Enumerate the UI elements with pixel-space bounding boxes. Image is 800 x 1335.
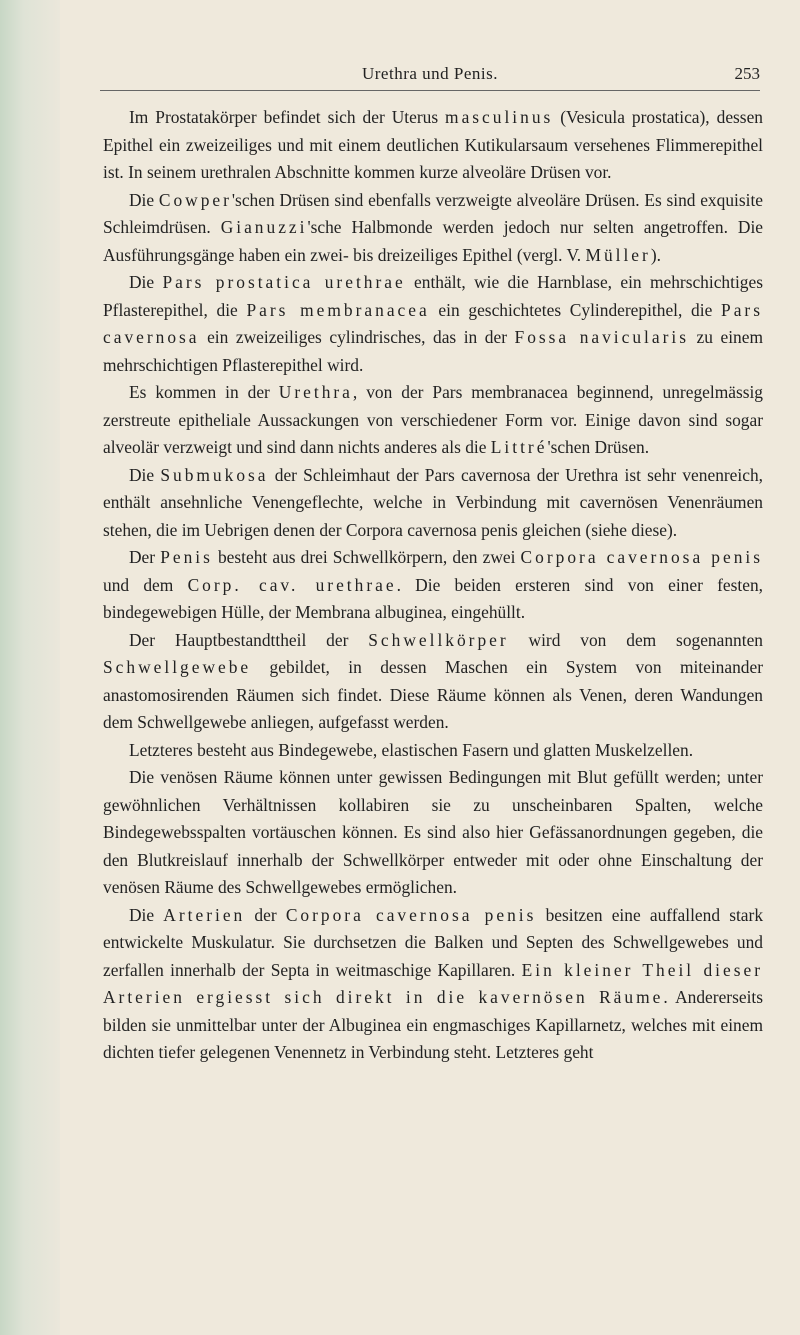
spaced-term: Cowper (158, 189, 232, 210)
spaced-term: Gianuzzi (220, 217, 308, 237)
spaced-term: Schwellkörper (368, 629, 509, 650)
spaced-term: Pars cavernosa (103, 299, 763, 347)
spaced-term: Pars prostatica urethrae (162, 272, 406, 292)
paragraph-bindegewebe: Letzteres besteht aus Bindegewebe, elastischen Fasern und glatten Muskelzellen. (129, 739, 694, 760)
spaced-term: Schwellgewebe (103, 657, 252, 677)
page-number: 253 (734, 64, 760, 83)
paragraph-penis: Der Penis besteht aus drei Schwellkörpern, den zwei Corpora cavernosa penis und dem Corp. cav. urethrae. Die beiden ersteren sind von einer festen, bindegewebigen Hülle, der Membrana albuginea, eingehüllt. (103, 547, 763, 622)
spaced-term: Urethra (278, 382, 353, 402)
paragraph-uterus-masculinus: Im Prostatakörper befindet sich der Uterus masculinus (Vesicula prostatica), dessen Epithel ein zweizeiliges und mit einem deutlichen Kutikularsaum versehenes Flimmerepithel ist. In seinem urethralen Abschnitte kommen kurze alveoläre Drüsen vor. (103, 107, 763, 182)
paragraph-submukosa: Die Submukosa der Schleimhaut der Pars cavernosa der Urethra ist sehr venenreich, enthält ansehnliche Venengeflechte, welche in Verbindung mit cavernösen Venenräumen stehen, die im Uebrigen denen der Corpora cavernosa penis gleichen (siehe diese). (103, 464, 763, 540)
spaced-term: Ein kleiner Theil dieser Arterien ergiesst sich direkt in die kavernösen Räume (103, 959, 763, 1007)
spaced-term: Corpora cavernosa penis (520, 547, 763, 567)
spaced-term: Submukosa (160, 464, 269, 485)
paragraph-cowper-glands: Die Cowper'schen Drüsen sind ebenfalls verzweigte alveoläre Drüsen. Es sind exquisite Schleimdrüsen. Gianuzzi'sche Halbmonde werden jedoch nur selten angetroffen. Die Ausführungsgänge haben ein zwei- bis dreizeiliges Epithel (vergl. V. Müller). (103, 189, 763, 265)
spaced-term: Arterien (163, 904, 246, 925)
page-header (100, 58, 760, 91)
spaced-term: Pars membranacea (246, 299, 430, 320)
spaced-term: masculinus (445, 107, 554, 127)
paragraph-pars-prostatica: Die Pars prostatica urethrae enthält, wie die Harnblase, ein mehrschichtiges Pflasterepithel, die Pars membranacea ein geschichtetes Cylinderepithel, die Pars cavernosa ein zweizeiliges cylindrisches, das in der Fossa navicularis zu einem mehrschichtigen Pflasterepithel wird. (103, 272, 763, 375)
paragraph-schwellkoerper: Der Hauptbestandttheil der Schwellkörper wird von dem sogenannten Schwellgewebe gebildet, in dessen Maschen ein System von miteinander anastomosirenden Räumen sich findet. Diese Räume können als Venen, deren Wandungen dem Schwellgewebe anliegen, aufgefasst werden. (103, 629, 763, 732)
spaced-term: Corp. cav. urethrae (187, 574, 397, 595)
spaced-term: Littré (490, 437, 548, 457)
paragraph-venoese-raeume: Die venösen Räume können unter gewissen Bedingungen mit Blut gefüllt werden; unter gewöhnlichen Verhältnissen kollabiren sie zu unscheinbaren Spalten, welche Bindegewebsspalten vortäuschen können. Es sind also hier Gefässanordnungen gegeben, die den Blutkreislauf innerhalb der Schwellkörper entweder mit oder ohne Einschaltung der venösen Räume des Schwellgewebes ermöglichen. (103, 767, 763, 897)
spaced-term: Fossa navicularis (514, 327, 689, 347)
running-title: Urethra und Penis. (361, 64, 498, 83)
spaced-term: Corpora cavernosa penis (285, 904, 537, 925)
page-edge-shadow (0, 0, 60, 1335)
paragraph-urethra-aussackungen: Es kommen in der Urethra, von der Pars membranacea beginnend, unregelmässig zerstreute epitheliale Aussackungen von verschiedener Form vor. Einige davon sind sogar alveolär verzweigt und sind dann nichts anderes als die Littré'schen Drüsen. (103, 382, 764, 457)
paragraph-arterien: Die Arterien der Corpora cavernosa penis besitzen eine auffallend stark entwickelte Muskulatur. Sie durchsetzen die Balken und Septen des Schwellgewebes und zerfallen innerhalb der Septa in weitmaschige Kapillaren. Ein kleiner Theil dieser Arterien ergiesst sich direkt in die kavernösen Räume. Andererseits bilden sie unmittelbar unter der Albuginea ein engmaschiges Kapillarnetz, welches mit einem dichten tiefer gelegenen Venennetz in Verbindung steht. Letzteres geht (103, 904, 764, 1062)
body-text (103, 104, 763, 1067)
spaced-term: Müller (585, 244, 651, 265)
spaced-term: Penis (160, 547, 213, 567)
